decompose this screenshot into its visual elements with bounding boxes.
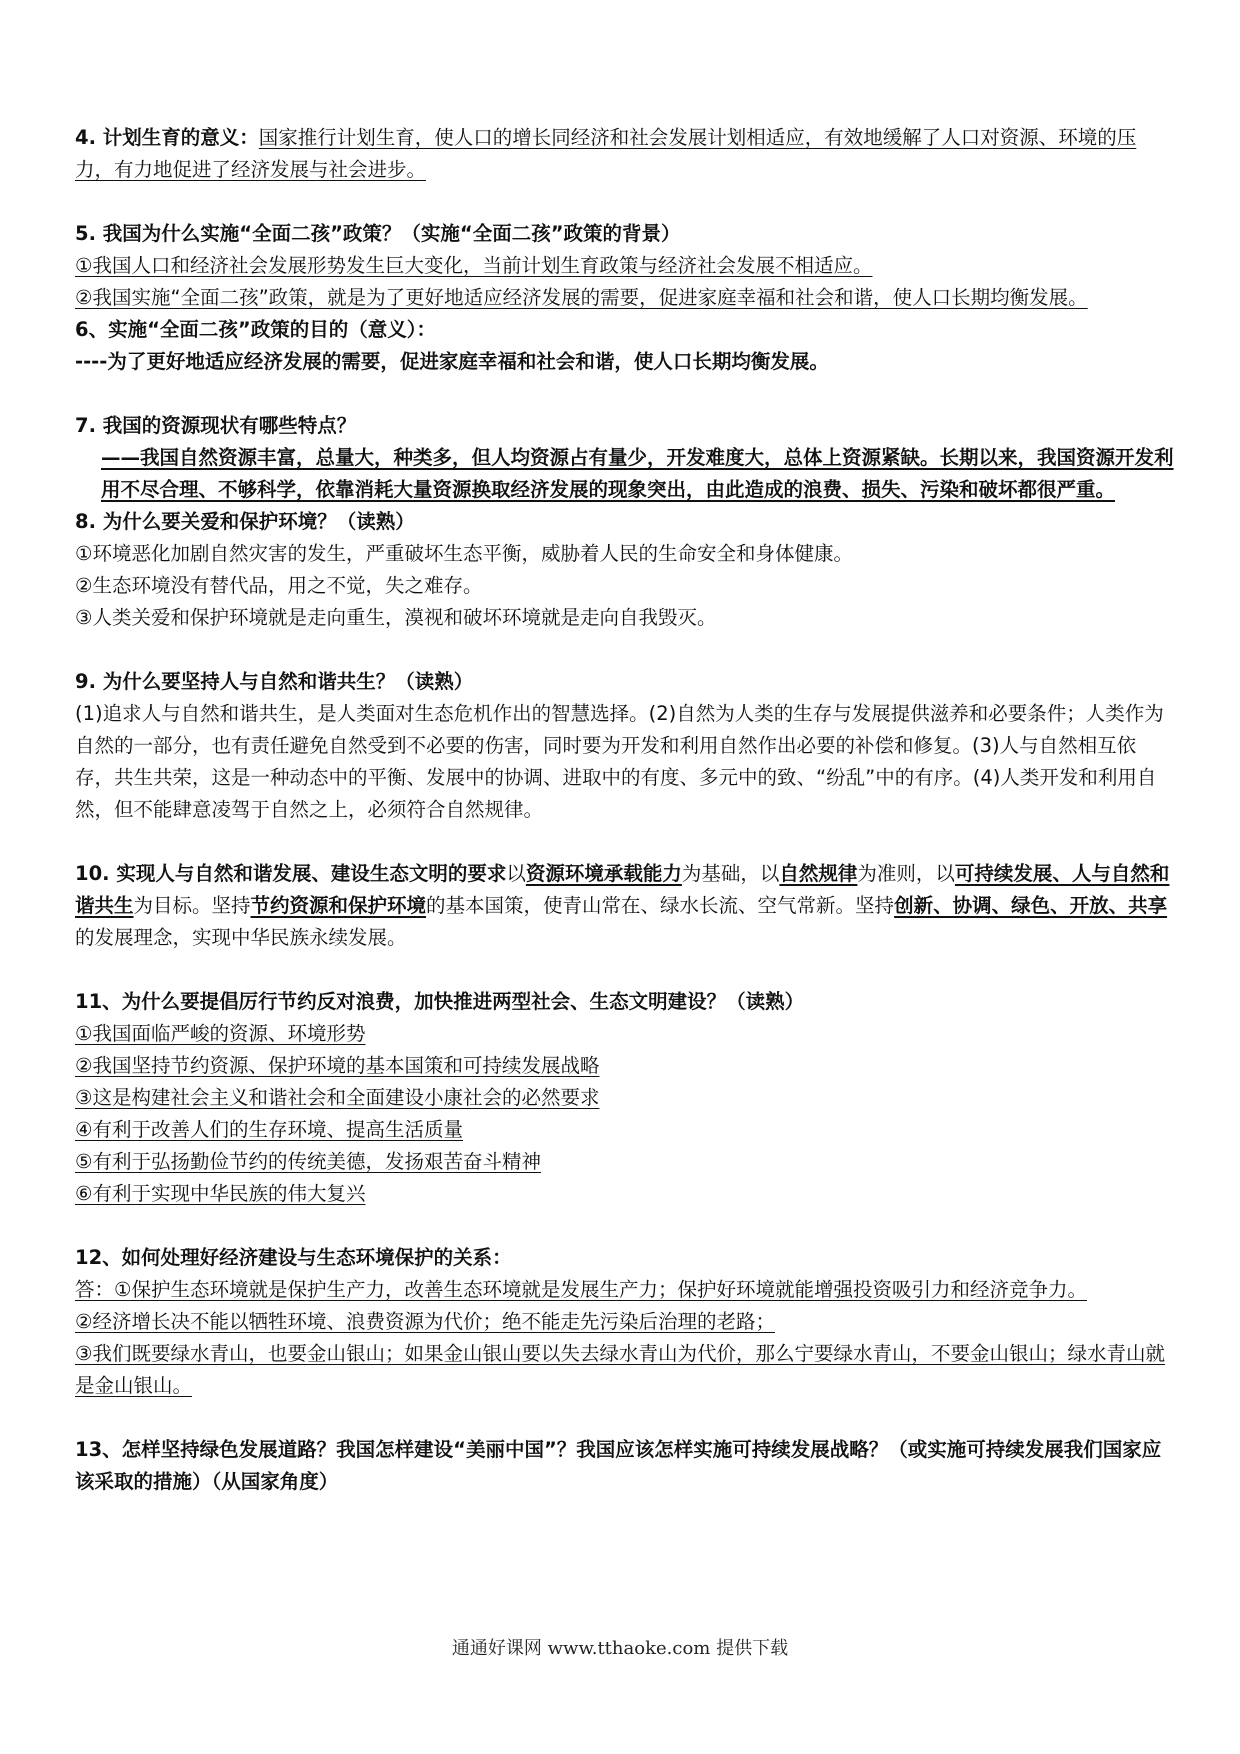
- section-9-heading: 9. 为什么要坚持人与自然和谐共生？（读熟）: [75, 670, 474, 693]
- section-11-item-1: ①我国面临严峻的资源、环境形势: [75, 1022, 366, 1045]
- section-5-item-1: ①我国人口和经济社会发展形势发生巨大变化，当前计划生育政策与经济社会发展不相适应。: [75, 254, 873, 277]
- section-9: [75, 666, 1175, 826]
- section-8: [75, 506, 1175, 634]
- section-10-keyword-2: 自然规律: [779, 862, 858, 885]
- section-12-item-2: ②经济增长决不能以牺牲环境、浪费资源为代价；绝不能走先污染后治理的老路；: [75, 1310, 775, 1333]
- section-7: [75, 410, 1175, 506]
- section-5-heading: 5. 我国为什么实施“全面二孩”政策？（实施“全面二孩”政策的背景）: [75, 222, 681, 245]
- section-13: [75, 1434, 1175, 1498]
- section-10-text-2: 为基础，以: [681, 862, 780, 885]
- section-11-item-3: ③这是构建社会主义和谐社会和全面建设小康社会的必然要求: [75, 1086, 600, 1109]
- section-13-heading: 13、怎样坚持绿色发展道路？我国怎样建设“美丽中国”？我国应该怎样实施可持续发展战略？（或实施可持续发展我们国家应该采取的措施）（从国家角度）: [75, 1438, 1162, 1493]
- section-11-heading: 11、为什么要提倡厉行节约反对浪费，加快推进两型社会、生态文明建设？（读熟）: [75, 990, 805, 1013]
- section-6-heading: 6、实施“全面二孩”政策的目的（意义）：: [75, 318, 436, 341]
- section-7-text: ——我国自然资源丰富，总量大，种类多，但人均资源占有量少，开发难度大，总体上资源紧缺。长期以来，我国资源开发利用不尽合理、不够科学，依靠消耗大量资源换取经济发展的现象突出，由此造成的浪费、损失、污染和破坏都很严重。: [101, 446, 1174, 501]
- section-12: [75, 1242, 1175, 1402]
- section-8-item-3: ③人类关爱和保护环境就是走向重生，漠视和破坏环境就是走向自我毁灭。: [75, 606, 717, 629]
- section-11-item-6: ⑥有利于实现中华民族的伟大复兴: [75, 1182, 366, 1205]
- section-10-keyword-4: 节约资源和保护环境: [250, 894, 427, 917]
- section-10-text-1: 以: [506, 862, 526, 885]
- document-body: [75, 122, 1175, 1498]
- section-11-item-2: ②我国坚持节约资源、保护环境的基本国策和可持续发展战略: [75, 1054, 600, 1077]
- section-5: [75, 218, 1175, 314]
- section-10-text-4: 为目标。坚持: [133, 894, 251, 917]
- section-9-text: (1)追求人与自然和谐共生，是人类面对生态危机作出的智慧选择。(2)自然为人类的生存与发展提供滋养和必要条件；人类作为自然的一部分，也有责任避免自然受到不必要的伤害，同时要为开发和利用自然作出必要的补偿和修复。(3)人与自然相互依存，共生共荣，这是一种动态中的平衡、发展中的协调、进取中的有度、多元中的致、“纷乱”中的有序。(4)人类开发和利用自然，但不能肆意凌驾于自然之上，必须符合自然规律。: [75, 702, 1164, 821]
- section-11-item-4: ④有利于改善人们的生存环境、提高生活质量: [75, 1118, 463, 1141]
- section-10-keyword-5: 创新、协调、绿色、开放、共享: [894, 894, 1168, 917]
- section-6-text: ----为了更好地适应经济发展的需要，促进家庭幸福和社会和谐，使人口长期均衡发展。: [75, 350, 829, 373]
- section-10-text-3: 为准则，以: [857, 862, 955, 885]
- section-4-text: 国家推行计划生育，使人口的增长同经济和社会发展计划相适应，有效地缓解了人口对资源、环境的压力，有力地促进了经济发展与社会进步。: [75, 126, 1137, 181]
- section-10: [75, 858, 1175, 954]
- section-4-heading: 4. 计划生育的意义：: [75, 126, 259, 149]
- section-7-heading: 7. 我国的资源现状有哪些特点？: [75, 414, 357, 437]
- section-8-item-2: ②生态环境没有替代品，用之不觉，失之难存。: [75, 574, 483, 597]
- section-6: [75, 314, 1175, 378]
- page-footer: 通通好课网 www.tthaoke.com 提供下载: [451, 1638, 789, 1659]
- section-10-keyword-3: 可持续发展、人与自然和谐共生: [75, 862, 1170, 917]
- section-12-item-1: 答：①保护生态环境就是保护生产力，改善生态环境就是发展生产力；保护好环境就能增强投资吸引力和经济竞争力。: [75, 1278, 1087, 1301]
- section-5-item-2: ②我国实施“全面二孩”政策，就是为了更好地适应经济发展的需要，促进家庭幸福和社会和谐，使人口长期均衡发展。: [75, 286, 1088, 309]
- section-8-item-1: ①环境恶化加剧自然灾害的发生，严重破坏生态平衡，威胁着人民的生命安全和身体健康。: [75, 542, 853, 565]
- section-10-keyword-1: 资源环境承载能力: [525, 862, 682, 885]
- section-11: [75, 986, 1175, 1210]
- section-12-item-3: ③我们既要绿水青山，也要金山银山；如果金山银山要以失去绿水青山为代价，那么宁要绿水青山，不要金山银山；绿水青山就是金山银山。: [75, 1342, 1165, 1397]
- section-8-heading: 8. 为什么要关爱和保护环境？（读熟）: [75, 510, 415, 533]
- section-4: [75, 122, 1175, 186]
- section-11-item-5: ⑤有利于弘扬勤俭节约的传统美德，发扬艰苦奋斗精神: [75, 1150, 541, 1173]
- section-10-heading: 10. 实现人与自然和谐发展、建设生态文明的要求: [75, 862, 507, 885]
- section-10-text-5: 的基本国策，使青山常在、绿水长流、空气常新。坚持: [426, 894, 895, 917]
- section-12-heading: 12、如何处理好经济建设与生态环境保护的关系：: [75, 1246, 512, 1269]
- section-10-text-6: 的发展理念，实现中华民族永续发展。: [75, 926, 407, 949]
